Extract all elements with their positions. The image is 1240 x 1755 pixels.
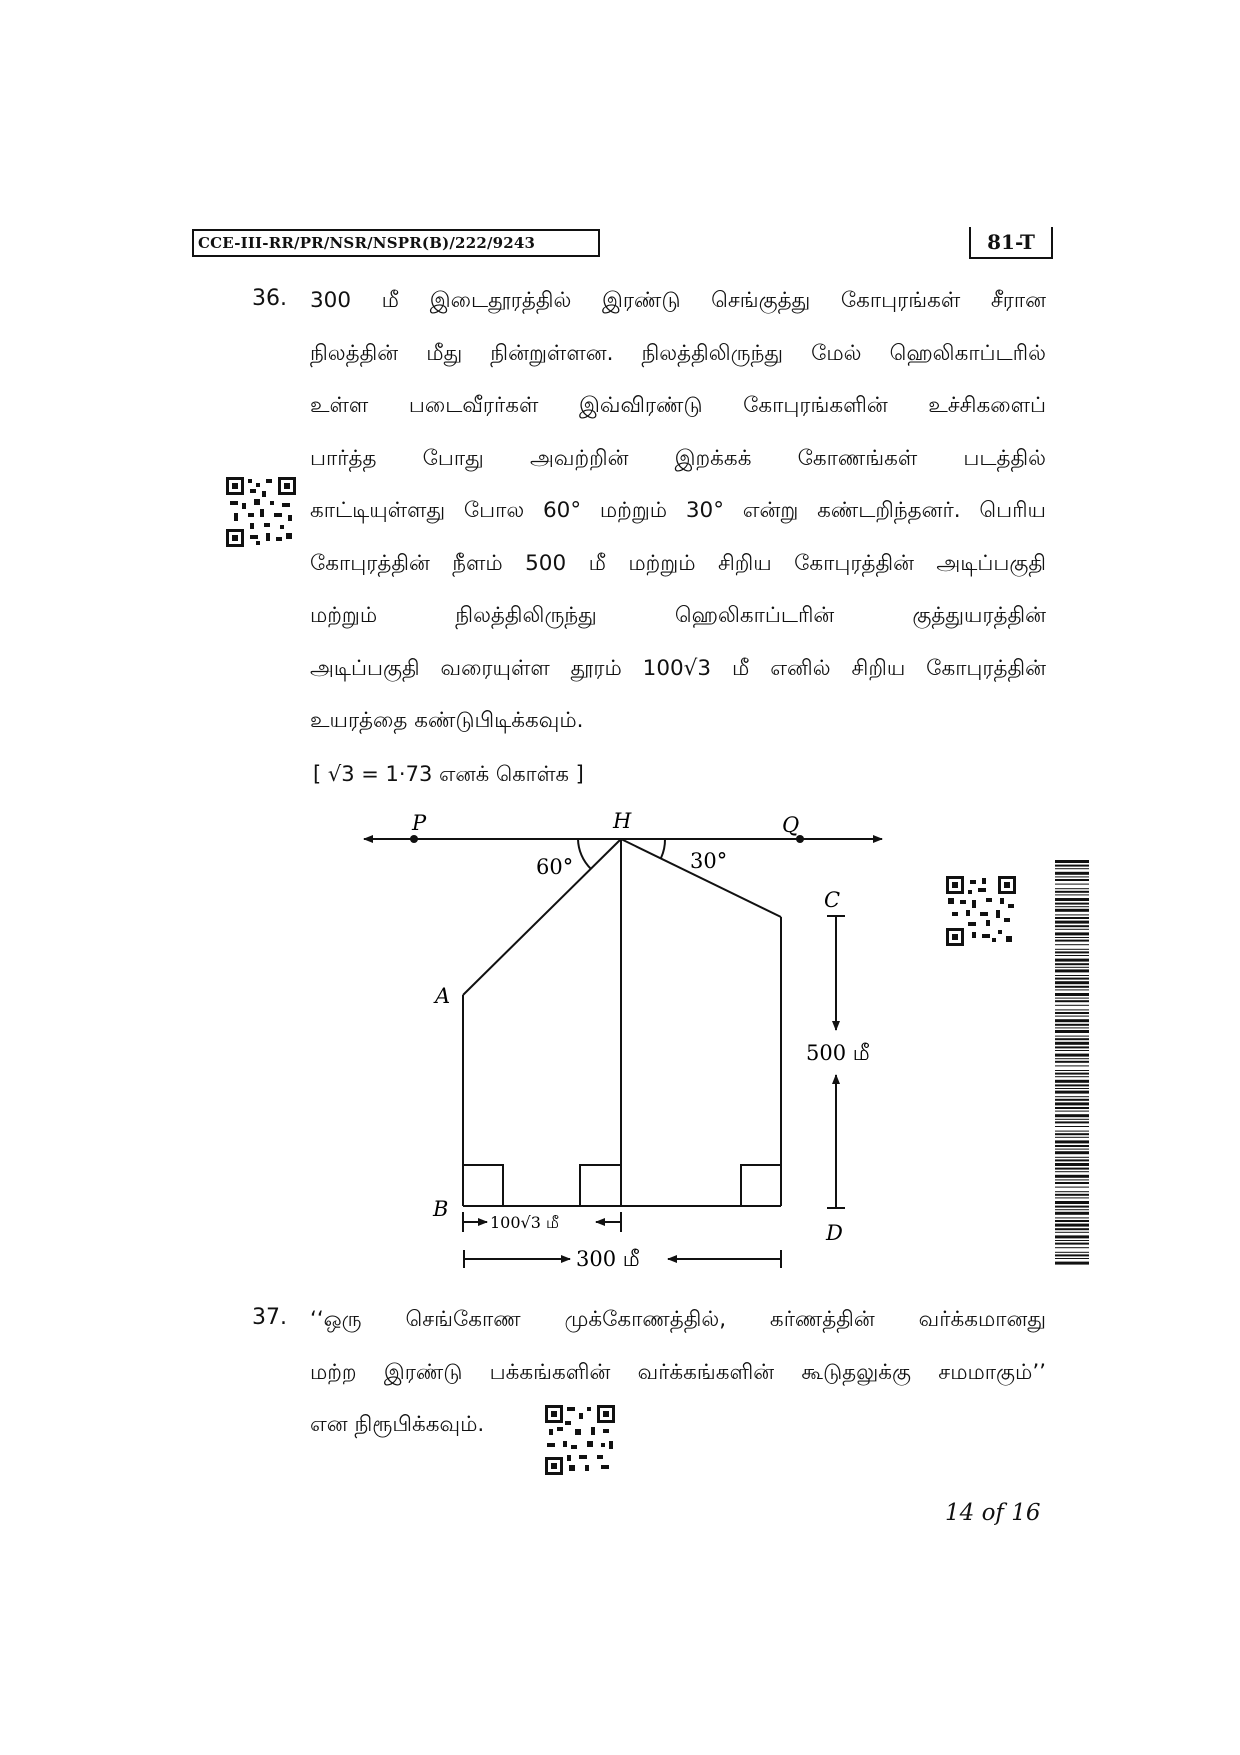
question-37-text: [310, 1294, 1046, 1452]
q36-line-7: மற்றும் நிலத்திலிருந்து ஹெலிகாப்டரின் குத்துயரத்தின்: [310, 603, 1046, 628]
q36-line-5: காட்டியுள்ளது போல 60° மற்றும் 30° என்று கண்டறிந்தனர். பெரிய: [310, 498, 1046, 523]
distance-300: 300 மீ: [576, 1247, 640, 1271]
label-D: D: [826, 1221, 843, 1245]
exam-code: CCE-III-RR/PR/NSR/NSPR(B)/222/9243: [192, 229, 600, 257]
q36-line-8: அடிப்பகுதி வரையுள்ள தூரம் 100√3 மீ எனில் சிறிய கோபுரத்தின்: [310, 655, 1046, 681]
q37-line-2: மற்ற இரண்டு பக்கங்களின் வர்க்கங்களின் கூடுதலுக்கு சமமாகும்’’: [310, 1359, 1046, 1385]
angle-30: 30°: [690, 849, 728, 873]
question-36-number: 36.: [252, 286, 287, 311]
q36-line-2: நிலத்தின் மீது நின்றுள்ளன. நிலத்திலிருந்து மேல் ஹெலிகாப்டரில்: [310, 340, 1046, 366]
q37-line-3: என நிரூபிக்கவும்.: [310, 1412, 485, 1437]
question-36-text: [310, 275, 1046, 748]
q36-line-3: உள்ள படைவீரர்கள் இவ்விரண்டு கோபுரங்களின் உச்சிகளைப்: [310, 393, 1046, 418]
q36-line-6: கோபுரத்தின் நீளம் 500 மீ மற்றும் சிறிய கோபுரத்தின் அடிப்பகுதி: [310, 550, 1046, 576]
q36-line-1: 300 மீ இடைதூரத்தில் இரண்டு செங்குத்து கோபுரங்கள் சீரான: [310, 288, 1046, 313]
q36-line-9: உயரத்தை கண்டுபிடிக்கவும்.: [310, 708, 584, 733]
q37-line-1: ‘‘ஒரு செங்கோண முக்கோணத்தில், கர்ணத்தின் வர்க்கமானது: [310, 1307, 1046, 1332]
question-37-number: 37.: [252, 1305, 287, 1330]
label-A: A: [435, 984, 451, 1008]
qr-code-icon: [226, 477, 296, 547]
sqrt3-note: [ √3 = 1·73 எனக் கொள்க ]: [313, 762, 584, 786]
page-number: 14 of 16: [945, 1500, 1041, 1526]
height-500: 500 மீ: [806, 1041, 870, 1065]
label-Q: Q: [782, 813, 800, 837]
label-H: H: [613, 809, 632, 833]
label-C: C: [824, 888, 841, 912]
barcode-icon: [1055, 860, 1089, 1268]
label-P: P: [412, 811, 427, 835]
angle-60: 60°: [536, 855, 574, 879]
tower-figure: [340, 808, 900, 1288]
q36-line-4: பார்த்த போது அவற்றின் இறக்கக் கோணங்கள் படத்தில்: [310, 445, 1046, 471]
label-B: B: [433, 1197, 449, 1221]
paper-code: 81-T: [969, 227, 1053, 259]
qr-code-icon: [946, 876, 1016, 946]
distance-100-root3: 100√3 மீ: [490, 1213, 559, 1232]
